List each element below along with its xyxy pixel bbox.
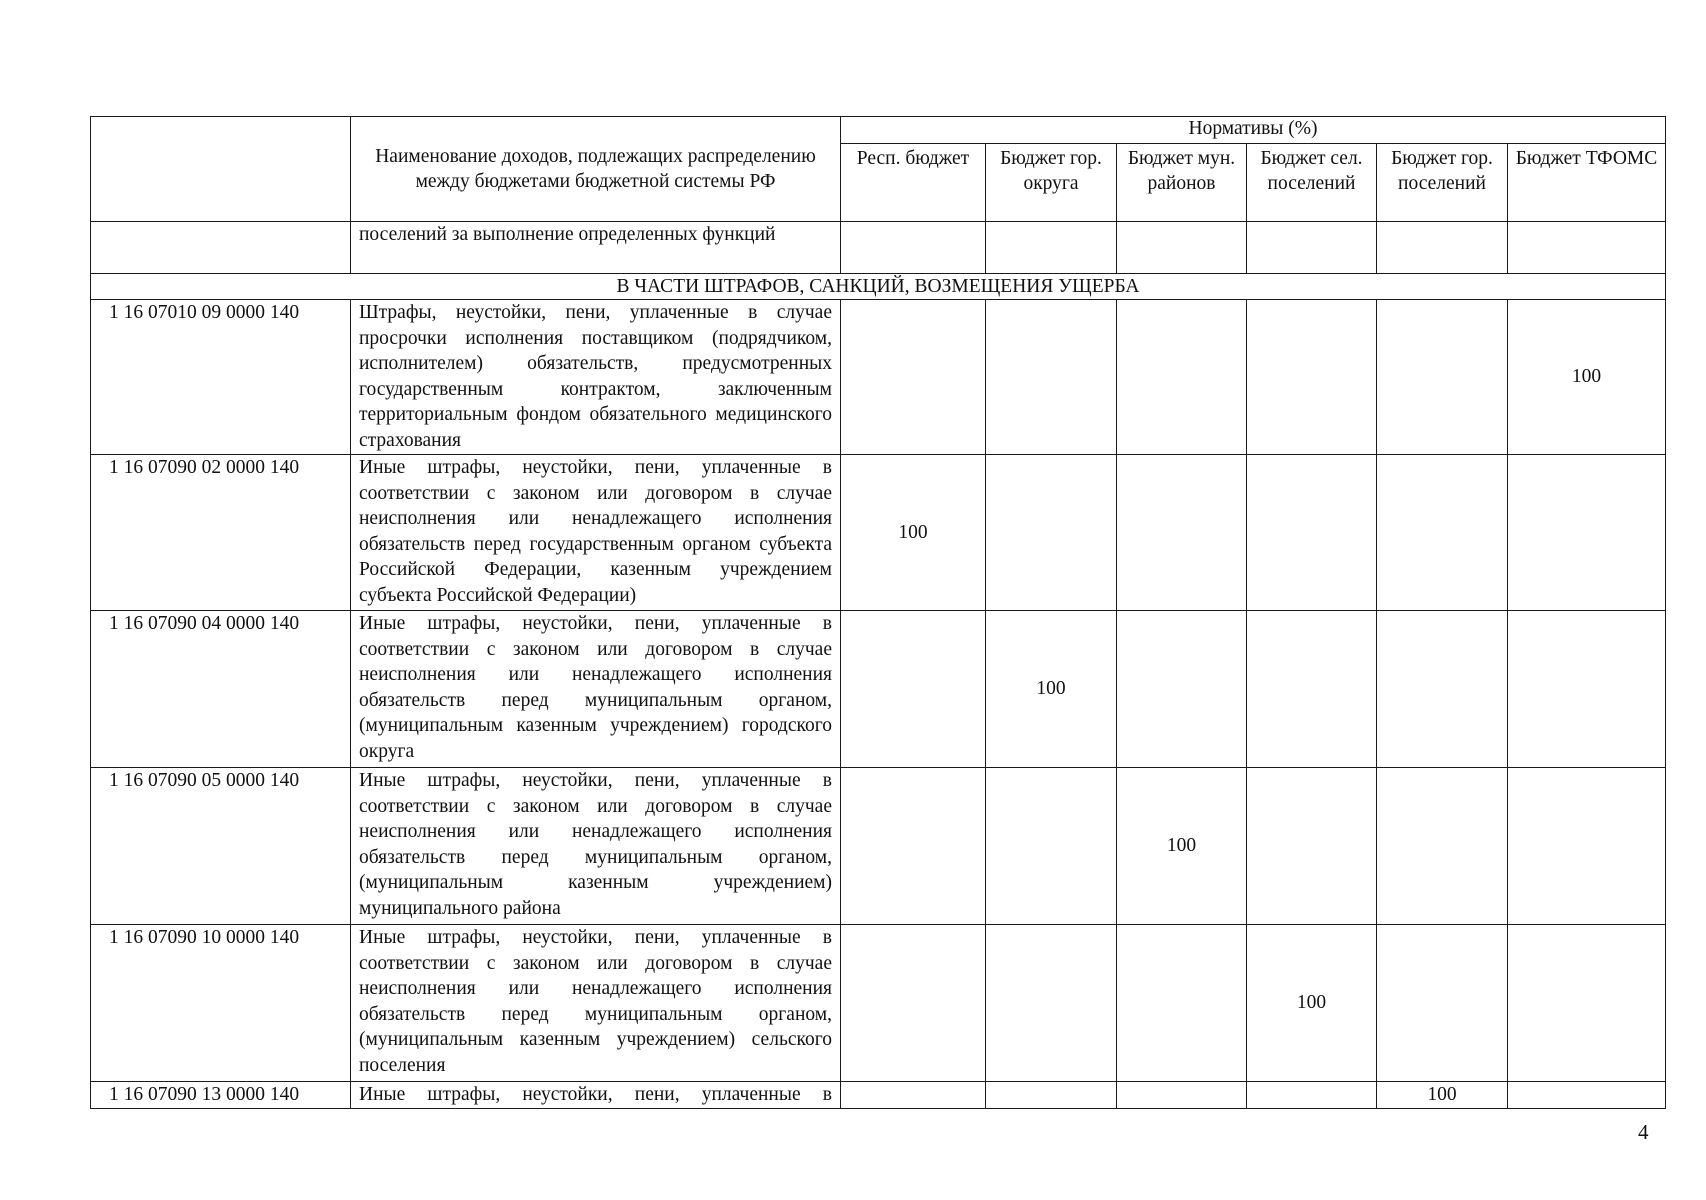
section-title: В ЧАСТИ ШТРАФОВ, САНКЦИЙ, ВОЗМЕЩЕНИЯ УЩЕРБА bbox=[91, 274, 1666, 300]
row-value-tfoms: 100 bbox=[1508, 300, 1666, 455]
table-row-continuation bbox=[91, 222, 1666, 274]
row-value-city-district bbox=[986, 455, 1117, 611]
table-row bbox=[91, 300, 1666, 455]
row-value-resp: 100 bbox=[841, 455, 986, 611]
row-value-rural-settlements bbox=[1247, 455, 1377, 611]
row-value-resp bbox=[841, 300, 986, 455]
row-value-rural-settlements: 100 bbox=[1247, 925, 1377, 1082]
header-name-cell: Наименование доходов, подлежащих распределению между бюджетами бюджетной системы РФ bbox=[351, 117, 841, 222]
row-value-municipal-districts bbox=[1117, 1082, 1247, 1109]
row-value-rural-settlements bbox=[1247, 1082, 1377, 1109]
row-value-resp bbox=[841, 768, 986, 925]
row-value-cell bbox=[1117, 222, 1247, 274]
table-row bbox=[91, 925, 1666, 1082]
row-value-resp bbox=[841, 925, 986, 1082]
row-value-tfoms bbox=[1508, 611, 1666, 768]
row-value-municipal-districts bbox=[1117, 611, 1247, 768]
row-code: 1 16 07090 02 0000 140 bbox=[91, 455, 351, 611]
row-value-municipal-districts: 100 bbox=[1117, 768, 1247, 925]
row-description: Иные штрафы, неустойки, пени, уплаченные в соответствии с законом или договором в случае неисполнения или ненадлежащего исполнения обязательств перед муниципальным органом, (муниципальным казенным учреждением) муниципального района bbox=[351, 768, 841, 925]
row-value-tfoms bbox=[1508, 925, 1666, 1082]
row-value-rural-settlements bbox=[1247, 300, 1377, 455]
header-col-rural-settlements-budget: Бюджет сел. поселений bbox=[1247, 144, 1377, 222]
header-col-tfoms-budget: Бюджет ТФОМС bbox=[1508, 144, 1666, 222]
table-row bbox=[91, 1082, 1666, 1109]
row-value-cell bbox=[986, 222, 1117, 274]
page-number: 4 bbox=[1638, 1120, 1649, 1144]
row-description: Штрафы, неустойки, пени, уплаченные в случае просрочки исполнения поставщиком (подрядчиком, исполнителем) обязательств, предусмотренных государственным контрактом, заключенным территориальным фондом обязательного медицинского страхования bbox=[351, 300, 841, 455]
header-col-resp-budget: Респ. бюджет bbox=[841, 144, 986, 222]
table-row bbox=[91, 455, 1666, 611]
header-normatives-title: Нормативы (%) bbox=[841, 117, 1666, 144]
row-value-tfoms bbox=[1508, 768, 1666, 925]
row-value-municipal-districts bbox=[1117, 455, 1247, 611]
header-col-urban-settlements-budget: Бюджет гор. поселений bbox=[1377, 144, 1508, 222]
row-value-rural-settlements bbox=[1247, 768, 1377, 925]
row-value-municipal-districts bbox=[1117, 925, 1247, 1082]
section-header-row bbox=[91, 274, 1666, 300]
row-code: 1 16 07090 10 0000 140 bbox=[91, 925, 351, 1082]
row-value-cell bbox=[1508, 222, 1666, 274]
row-code: 1 16 07090 05 0000 140 bbox=[91, 768, 351, 925]
row-code: 1 16 07090 04 0000 140 bbox=[91, 611, 351, 768]
row-value-resp bbox=[841, 1082, 986, 1109]
row-value-urban-settlements bbox=[1377, 455, 1508, 611]
row-value-cell bbox=[1377, 222, 1508, 274]
row-value-city-district bbox=[986, 925, 1117, 1082]
revenue-distribution-table bbox=[90, 116, 1666, 1109]
row-value-urban-settlements bbox=[1377, 611, 1508, 768]
row-description: Иные штрафы, неустойки, пени, уплаченные в bbox=[351, 1082, 841, 1109]
row-value-urban-settlements bbox=[1377, 300, 1508, 455]
header-col-municipal-districts-budget: Бюджет мун. районов bbox=[1117, 144, 1247, 222]
row-value-city-district: 100 bbox=[986, 611, 1117, 768]
row-value-city-district bbox=[986, 768, 1117, 925]
row-description: Иные штрафы, неустойки, пени, уплаченные в соответствии с законом или договором в случае неисполнения или ненадлежащего исполнения обязательств перед муниципальным органом, (муниципальным казенным учреждением) городского округа bbox=[351, 611, 841, 768]
table-row bbox=[91, 611, 1666, 768]
row-description: Иные штрафы, неустойки, пени, уплаченные в соответствии с законом или договором в случае неисполнения или ненадлежащего исполнения обязательств перед муниципальным органом, (муниципальным казенным учреждением) сельского поселения bbox=[351, 925, 841, 1082]
row-value-city-district bbox=[986, 300, 1117, 455]
row-value-cell bbox=[1247, 222, 1377, 274]
row-code: 1 16 07010 09 0000 140 bbox=[91, 300, 351, 455]
table-row bbox=[91, 768, 1666, 925]
row-value-city-district bbox=[986, 1082, 1117, 1109]
header-col-city-district-budget: Бюджет гор. округа bbox=[986, 144, 1117, 222]
row-value-urban-settlements: 100 bbox=[1377, 1082, 1508, 1109]
row-value-urban-settlements bbox=[1377, 768, 1508, 925]
row-description: поселений за выполнение определенных функций bbox=[351, 222, 841, 274]
row-value-tfoms bbox=[1508, 1082, 1666, 1109]
row-value-urban-settlements bbox=[1377, 925, 1508, 1082]
row-value-rural-settlements bbox=[1247, 611, 1377, 768]
row-value-cell bbox=[841, 222, 986, 274]
row-description: Иные штрафы, неустойки, пени, уплаченные в соответствии с законом или договором в случае неисполнения или ненадлежащего исполнения обязательств перед государственным органом субъекта Российской Федерации, казенным учреждением субъекта Российской Федерации) bbox=[351, 455, 841, 611]
header-code-cell bbox=[91, 117, 351, 222]
row-code: 1 16 07090 13 0000 140 bbox=[91, 1082, 351, 1109]
row-code bbox=[91, 222, 351, 274]
row-value-tfoms bbox=[1508, 455, 1666, 611]
row-value-municipal-districts bbox=[1117, 300, 1247, 455]
row-value-resp bbox=[841, 611, 986, 768]
